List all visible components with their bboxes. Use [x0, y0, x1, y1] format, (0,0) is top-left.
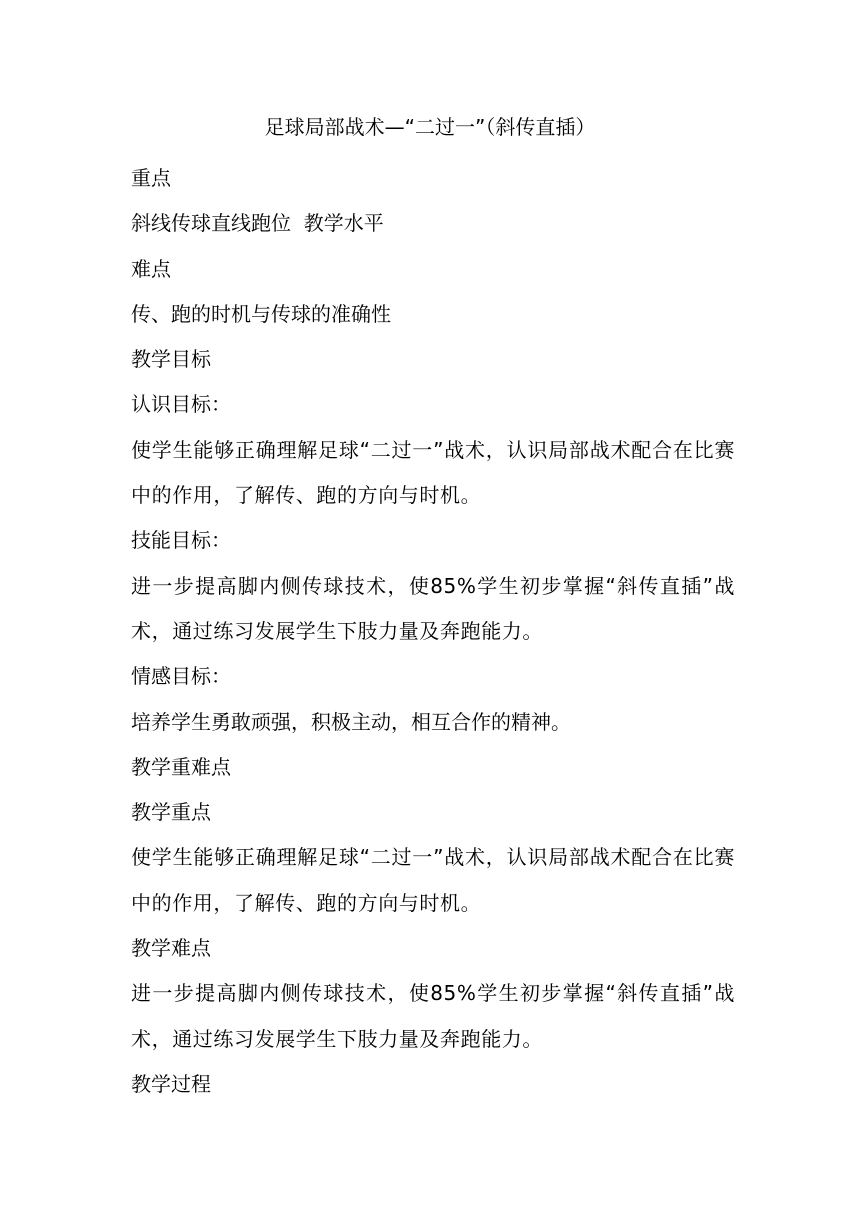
- document-title: 足球局部战术—“二过一”（斜传直插）: [264, 115, 596, 139]
- teaching-key-point-text: 使学生能够正确理解足球“二过一”战术，认识局部战术配合在比赛中的作用，了解传、跑的方向与时机。: [131, 845, 735, 915]
- subheading-affective-goal: 情感目标：: [131, 664, 231, 689]
- subheading-teaching-difficulty: 教学难点: [131, 936, 211, 961]
- heading-difficulty: 难点: [131, 256, 171, 281]
- teaching-difficulty-text: 进一步提高脚内侧传球技术，使85%学生初步掌握“斜传直插”战术，通过练习发展学生下肢力量及奔跑能力。: [131, 981, 735, 1051]
- skill-goal-text: 进一步提高脚内侧传球技术，使85%学生初步掌握“斜传直插”战术，通过练习发展学生下肢力量及奔跑能力。: [131, 573, 735, 643]
- heading-teaching-process: 教学过程: [131, 1071, 211, 1096]
- subheading-cognitive-goal: 认识目标：: [131, 392, 231, 417]
- difficulty-text: 传、跑的时机与传球的准确性: [131, 301, 391, 326]
- affective-goal-text: 培养学生勇敢顽强，积极主动，相互合作的精神。: [131, 709, 571, 734]
- heading-key-point: 重点: [131, 166, 171, 190]
- document-body: [131, 156, 735, 1107]
- subheading-teaching-key-point: 教学重点: [131, 800, 211, 825]
- subheading-skill-goal: 技能目标：: [131, 528, 231, 553]
- heading-key-and-difficult-points: 教学重难点: [131, 754, 231, 779]
- cognitive-goal-text: 使学生能够正确理解足球“二过一”战术，认识局部战术配合在比赛中的作用，了解传、跑的方向与时机。: [131, 437, 735, 508]
- key-point-text: 斜线传球直线跑位 教学水平: [131, 211, 384, 236]
- heading-teaching-goals: 教学目标: [131, 347, 211, 372]
